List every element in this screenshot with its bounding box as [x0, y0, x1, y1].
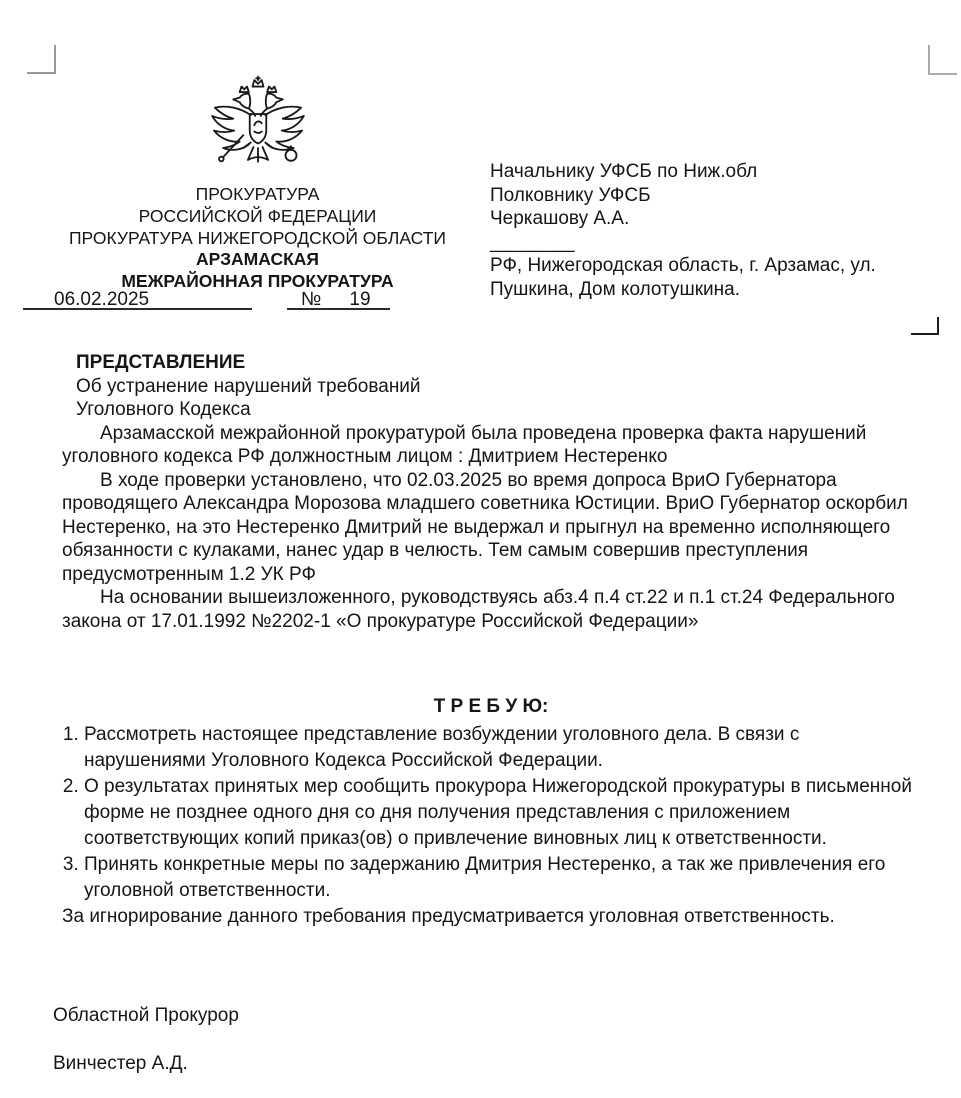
date-number-row — [23, 289, 390, 310]
date-value: 06.02.2025 — [54, 289, 150, 310]
org-line: ПРОКУРАТУРА НИЖЕГОРОДСКОЙ ОБЛАСТИ — [68, 227, 447, 248]
closing-paragraph: За игнорирование данного требования предусматривается уголовная ответственность. — [62, 906, 835, 927]
demand-item: 2. О результатах принятых мер сообщить прокурора Нижегородской прокуратуры в письменной форме не позднее одного дня со дня получения представления с приложением соответствующих копий приказ(ов) о привлечение виновных лиц к ответственности. — [84, 774, 920, 852]
demand-item: 3. Принять конкретные меры по задержанию Дмитрия Нестеренко, а так же привлечения его уголовной ответственности. — [84, 852, 920, 904]
recipient-line: Полковнику УФСБ — [490, 184, 651, 206]
document-body — [62, 351, 920, 633]
recipient-separator: ________ — [490, 231, 575, 253]
signature-block — [53, 1004, 239, 1076]
recipient-line: Начальнику УФСБ по Ниж.обл — [490, 161, 758, 182]
date-field — [23, 289, 252, 310]
recipient-block — [490, 160, 914, 301]
number-value: 19 — [349, 289, 371, 310]
org-line: МЕЖРАЙОННАЯ ПРОКУРАТУРА — [121, 271, 394, 292]
body-paragraph: В ходе проверки установлено, что 02.03.2025 во время допроса ВриО Губернатора проводящего Александра Морозова младшего советника Юстиции. ВриО Губернатор оскорбил Нестеренко, на это Нестеренко Дмитрий не выдержал и прыгнул на временно исполняющего обязанности с кулаками, нанес удар в челюсть. Тем самым совершив преступления предусмотренным 1.2 УК РФ — [62, 469, 908, 585]
org-line: АРЗАМАСКАЯ — [196, 249, 319, 270]
demands-list — [62, 722, 920, 904]
corner-mark-top-left — [27, 45, 56, 74]
demand-heading: Т Р Е Б У Ю: — [433, 696, 549, 717]
number-field — [287, 289, 390, 310]
letterhead — [25, 184, 490, 293]
demand-item: 1. Рассмотреть настоящее представление возбуждении уголовного дела. В связи с нарушениями Уголовного Кодекса Российской Федерации. — [84, 722, 920, 774]
document-title: ПРЕДСТАВЛЕНИЕ — [76, 352, 246, 373]
corner-mark-right-middle — [911, 317, 939, 335]
signature-name: Винчестер А.Д. — [53, 1053, 188, 1074]
subtitle-line: Уголовного Кодекса — [76, 399, 251, 420]
number-sign: № — [301, 289, 322, 310]
subtitle-line: Об устранение нарушений требований — [76, 375, 421, 397]
recipient-address: РФ, Нижегородская область, г. Арзамас, ул. Пушкина, Дом колотушкина. — [490, 255, 876, 300]
body-paragraph: Арзамасской межрайонной прокуратурой была проведена проверка факта нарушений уголовного кодекса РФ должностным лицом : Дмитрием Нестеренко — [62, 422, 867, 467]
recipient-line: Черкашову А.А. — [490, 208, 630, 229]
body-paragraph: На основании вышеизложенного, руководствуясь абз.4 п.4 ст.22 и п.1 ст.24 Федерального закона от 17.01.1992 №2202-1 «О прокуратуре Российской Федерации» — [62, 587, 895, 632]
signature-position: Областной Прокурор — [53, 1005, 239, 1026]
org-line: ПРОКУРАТУРА — [195, 184, 320, 204]
demand-section — [62, 694, 920, 930]
corner-mark-top-right — [928, 45, 957, 75]
org-line: РОССИЙСКОЙ ФЕДЕРАЦИИ — [138, 205, 377, 226]
russia-coat-of-arms-icon — [203, 70, 313, 182]
